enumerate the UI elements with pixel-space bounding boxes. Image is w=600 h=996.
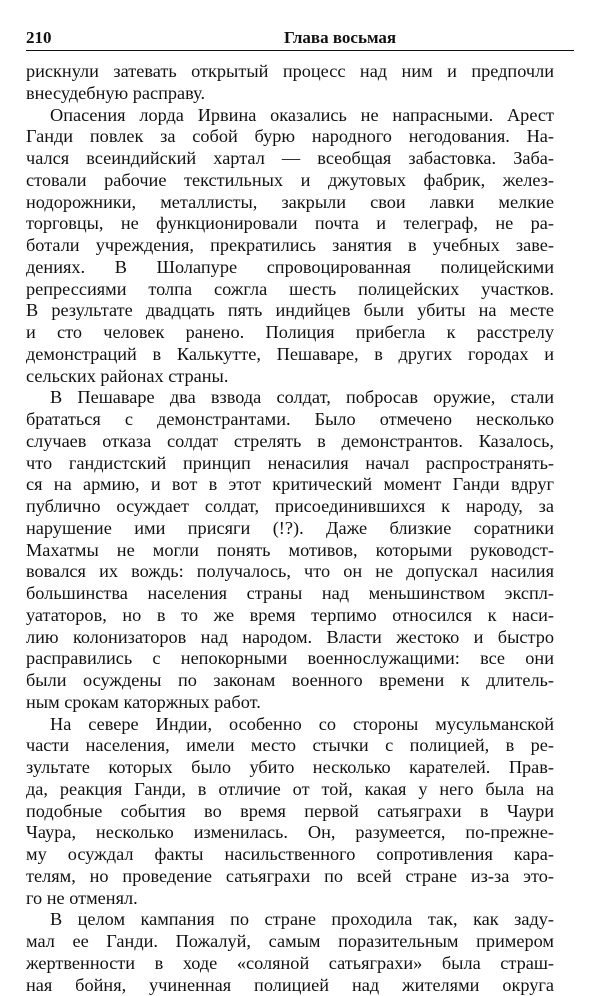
text-line: расправились с непокорными военнослужащими: все они: [26, 648, 554, 670]
text-line: Махатмы не могли понять мотивов, которыми руководст-: [26, 540, 554, 562]
text-line: что гандистский принцип ненасилия начал распространять-: [26, 453, 554, 475]
text-line: В целом кампания по стране проходила так, как заду-: [26, 909, 554, 931]
text-line: ботали учреждения, прекратились занятия в учебных заве-: [26, 235, 554, 257]
text-line: торговцы, не функционировали почта и телеграф, не ра-: [26, 213, 554, 235]
text-line: нарушение ими присяги (!?). Даже близкие соратники: [26, 518, 554, 540]
text-line: были осуждены по законам военного времени к длитель-: [26, 670, 554, 692]
text-line: вовался их вождь: получалось, что он не допускал насилия: [26, 561, 554, 583]
text-line: подобные события во время первой сатьяграхи в Чаури: [26, 801, 554, 823]
text-line: сельских районах страны.: [26, 366, 554, 388]
text-line: уататоров, но в то же время терпимо относился к наси-: [26, 605, 554, 627]
text-line: жертвенности в ходе «соляной сатьяграхи» была страш-: [26, 953, 554, 975]
text-line: нодорожники, металлисты, закрыли свои лавки мелкие: [26, 192, 554, 214]
text-line: стовали рабочие текстильных и джутовых фабрик, желез-: [26, 170, 554, 192]
text-line: части населения, имели место стычки с полицией, в ре-: [26, 735, 554, 757]
text-line: ным срокам каторжных работ.: [26, 692, 554, 714]
text-line: демонстраций в Калькутте, Пешаваре, в других городах и: [26, 344, 554, 366]
text-line: зультате которых было убито несколько карателей. Прав-: [26, 757, 554, 779]
text-line: чался всеиндийский хартал — всеобщая забастовка. Заба-: [26, 148, 554, 170]
chapter-title: Глава восьмая: [284, 28, 396, 48]
text-line: ная бойня, учиненная полицией над жителями округа: [26, 975, 554, 996]
text-line: дениях. В Шолапуре спровоцированная полицейскими: [26, 257, 554, 279]
text-line: телям, но проведение сатьяграхи по всей стране из-за это-: [26, 866, 554, 888]
text-line: ся на армию, и вот в этот критический момент Ганди вдруг: [26, 474, 554, 496]
text-line: большинства населения страны над меньшинством экспл-: [26, 583, 554, 605]
text-line: и сто человек ранено. Полиция прибегла к расстрелу: [26, 322, 554, 344]
text-line: репрессиями толпа сожгла шесть полицейских участков.: [26, 279, 554, 301]
text-line: случаев отказа солдат стрелять в демонстрантов. Казалось,: [26, 431, 554, 453]
text-line: рискнули затевать открытый процесс над ним и предпочли: [26, 61, 554, 83]
text-line: В Пешаваре два взвода солдат, побросав оружие, стали: [26, 387, 554, 409]
text-line: мал ее Ганди. Пожалуй, самым поразительным примером: [26, 931, 554, 953]
text-line: Чаура, несколько изменилась. Он, разумеется, по-прежне-: [26, 822, 554, 844]
text-line: му осуждал факты насильственного сопротивления кара-: [26, 844, 554, 866]
text-line: внесудебную расправу.: [26, 83, 554, 105]
text-line: да, реакция Ганди, в отличие от той, какая у него была на: [26, 779, 554, 801]
text-line: лию колонизаторов над народом. Власти жестоко и быстро: [26, 627, 554, 649]
text-line: публично осуждает солдат, присоединившихся к народу, за: [26, 496, 554, 518]
body-text: [26, 61, 554, 996]
text-line: го не отменял.: [26, 888, 554, 910]
text-line: Ганди повлек за собой бурю народного негодования. На-: [26, 126, 554, 148]
page-number: 210: [26, 28, 52, 48]
text-line: Опасения лорда Ирвина оказались не напрасными. Арест: [26, 105, 554, 127]
text-line: На севере Индии, особенно со стороны мусульманской: [26, 714, 554, 736]
text-line: брататься с демонстрантами. Было отмечено несколько: [26, 409, 554, 431]
running-head: [26, 28, 574, 51]
text-line: В результате двадцать пять индийцев были убиты на месте: [26, 300, 554, 322]
